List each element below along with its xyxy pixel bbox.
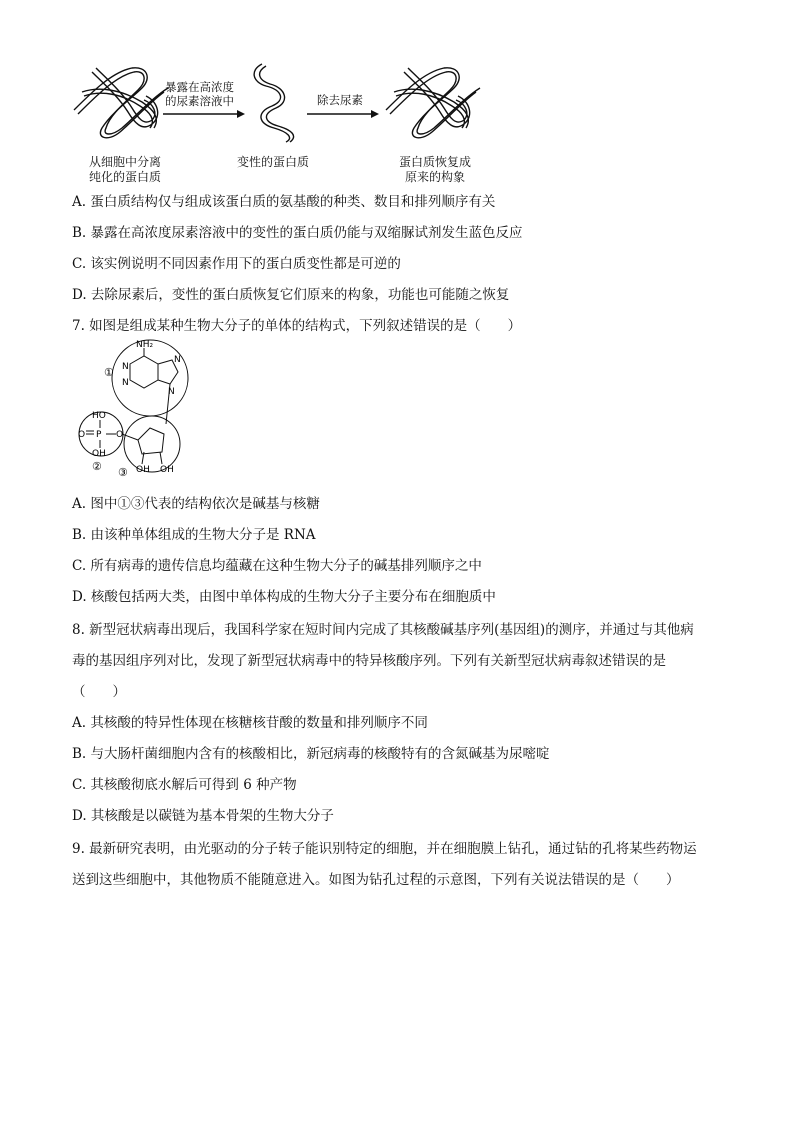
circle-2-label: ②	[92, 460, 102, 473]
ho-label: HO	[92, 411, 106, 421]
p-label: P	[96, 430, 102, 440]
protein-renatured-figure	[384, 62, 484, 142]
oh-label-1: OH	[92, 449, 106, 459]
q8-stem-line3: （ ）	[72, 684, 126, 700]
q8-stem-line2: 毒的基因组序列对比，发现了新型冠状病毒中的特异核酸序列。下列有关新型冠状病毒叙述错误的是	[72, 653, 666, 669]
protein-folded-figure	[72, 62, 172, 142]
n-label-1: N	[122, 362, 129, 372]
q6-option-a: A. 蛋白质结构仅与组成该蛋白质的氨基酸的种类、数目和排列顺序有关	[72, 194, 496, 210]
o-label-2: O	[116, 430, 124, 440]
nucleotide-structure-figure	[78, 340, 198, 480]
q8-stem-line1: 8. 新型冠状病毒出现后，我国科学家在短时间内完成了其核酸碱基序列(基因组)的测序，并通过与其他病	[72, 622, 694, 638]
q8-option-b: B. 与大肠杆菌细胞内含有的核酸相比，新冠病毒的核酸特有的含氮碱基为尿嘧啶	[72, 746, 550, 762]
q7-option-b: B. 由该种单体组成的生物大分子是 RNA	[72, 527, 316, 543]
q8-option-c: C. 其核酸彻底水解后可得到 6 种产物	[72, 777, 297, 793]
n-label-3: N	[174, 355, 181, 365]
step1-label: 暴露在高浓度	[165, 80, 234, 94]
q8-option-a: A. 其核酸的特异性体现在核糖核苷酸的数量和排列顺序不同	[72, 715, 428, 731]
caption-denatured-protein: 变性的蛋白质	[236, 155, 309, 169]
circle-1-label: ①	[104, 366, 114, 379]
q8-option-d: D. 其核酸是以碳链为基本骨架的生物大分子	[72, 808, 334, 824]
step1-label-line2: 的尿素溶液中	[165, 94, 234, 108]
q7-option-a: A. 图中①③代表的结构依次是碱基与核糖	[72, 496, 320, 512]
arrow-right-icon	[307, 109, 379, 119]
caption-renatured-protein: 蛋白质恢复成	[398, 155, 471, 169]
oh-label-3: OH	[160, 465, 174, 475]
n-label-4: N	[168, 387, 175, 397]
n-label-2: N	[122, 378, 129, 388]
q7-stem: 7. 如图是组成某种生物大分子的单体的结构式，下列叙述错误的是（ ）	[72, 318, 522, 334]
q7-option-c: C. 所有病毒的遗传信息均蕴藏在这种生物大分子的碱基排列顺序之中	[72, 558, 482, 574]
oh-label-2: OH	[136, 465, 150, 475]
step2-label: 除去尿素	[317, 93, 363, 107]
q6-option-d: D. 去除尿素后，变性的蛋白质恢复它们原来的构象，功能也可能随之恢复	[72, 287, 510, 303]
caption-isolated-protein-line2: 纯化的蛋白质	[88, 170, 161, 184]
q6-option-c: C. 该实例说明不同因素作用下的蛋白质变性都是可逆的	[72, 256, 401, 272]
q6-option-b: B. 暴露在高浓度尿素溶液中的变性的蛋白质仍能与双缩脲试剂发生蓝色反应	[72, 225, 523, 241]
arrow-right-icon	[163, 109, 245, 119]
q9-stem-line1: 9. 最新研究表明，由光驱动的分子转子能识别特定的细胞，并在细胞膜上钻孔，通过钻的孔将某些药物运	[72, 841, 697, 857]
caption-renatured-protein-line2: 原来的构象	[404, 170, 465, 184]
o-label-1: O	[78, 430, 86, 440]
circle-3-label: ③	[118, 466, 128, 479]
nh2-label: NH₂	[136, 340, 154, 350]
caption-isolated-protein: 从细胞中分离	[88, 155, 161, 169]
q7-option-d: D. 核酸包括两大类，由图中单体构成的生物大分子主要分布在细胞质中	[72, 589, 496, 605]
protein-denatured-figure	[244, 62, 304, 144]
q9-stem-line2: 送到这些细胞中，其他物质不能随意进入。如图为钻孔过程的示意图，下列有关说法错误的是（ ）	[72, 872, 680, 888]
